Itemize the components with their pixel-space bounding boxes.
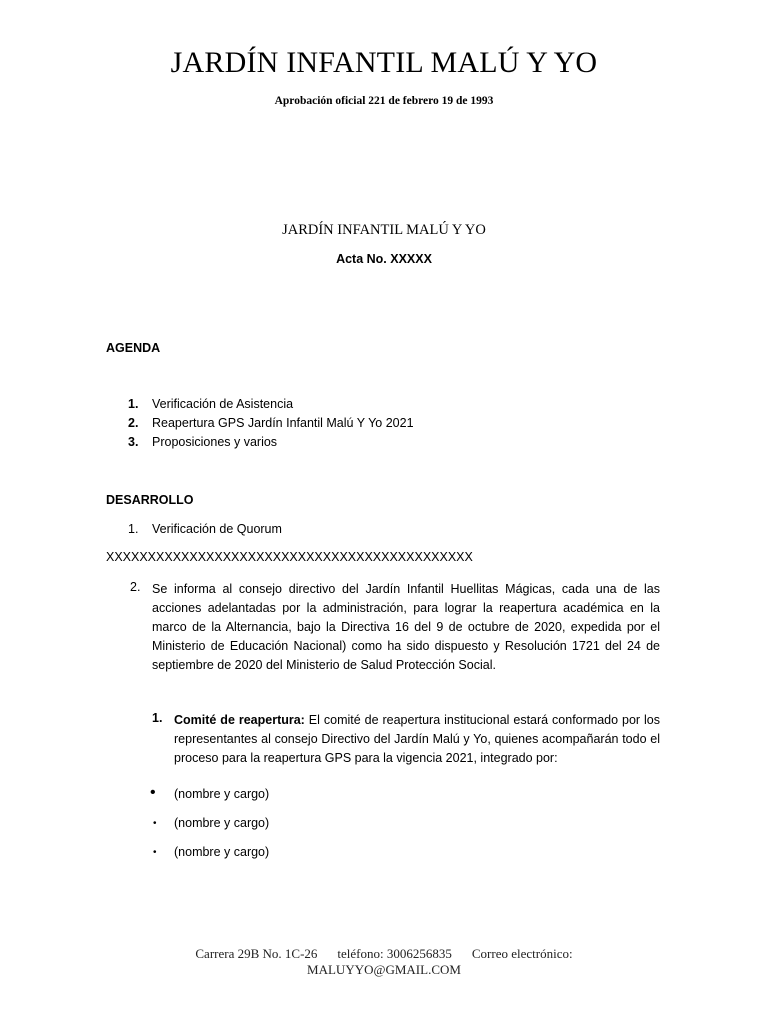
sub-item-number: 1.: [152, 711, 163, 725]
desarrollo-item-number: 2.: [130, 580, 141, 594]
sub-item-label: Comité de reapertura:: [174, 713, 305, 727]
footer-phone: teléfono: 3006256835: [337, 946, 452, 961]
sub-item-text: El comité de reapertura institucional estará conformado por los representantes al consejo Directivo del Jardín Malú y Yo, quienes acompañarán todo el proceso para la reapertura GPS para la vigencia 2021, integrado por:: [174, 713, 661, 765]
approval-text: Aprobación oficial 221 de febrero 19 de 1993: [274, 95, 494, 107]
bullet-item: [150, 784, 450, 805]
agenda-item: [106, 416, 666, 434]
bullet-text: (nombre y cargo): [174, 787, 270, 801]
footer-email-label: Correo electrónico:: [471, 946, 573, 961]
bullet-icon: •: [153, 818, 157, 829]
bullet-item: [150, 816, 450, 834]
agenda-item: [106, 435, 666, 453]
acta-number: Acta No. XXXXX: [336, 252, 432, 266]
footer-address: Carrera 29B No. 1C-26: [195, 946, 318, 961]
desarrollo-heading: DESARROLLO: [106, 493, 194, 507]
bullet-item: [150, 845, 450, 863]
bullet-text: (nombre y cargo): [174, 845, 270, 859]
desarrollo-item-text: Verificación de Quorum: [152, 522, 282, 536]
sub-item-paragraph: [174, 711, 660, 768]
footer-email: MALUYYO@GMAIL.COM: [307, 962, 461, 977]
agenda-item: [106, 397, 666, 415]
placeholder-line: XXXXXXXXXXXXXXXXXXXXXXXXXXXXXXXXXXXXXXXXXXXX: [106, 550, 473, 564]
desarrollo-paragraph: Se informa al consejo directivo del Jardín Infantil Huellitas Mágicas, cada una de las acciones adelantadas por la administración, para lograr la reapertura académica en la marco de la Alternancia, bajo la Directiva 16 del 9 de octubre de 2020, expedida por el Ministerio de Educación Nacional) como ha sido dispuesto y Resolución 1721 del 24 de septiembre de 2020 del Ministerio de Salud Protección Social.: [152, 582, 660, 672]
agenda-item-number: 1.: [128, 397, 139, 411]
agenda-item-text: Verificación de Asistencia: [152, 397, 294, 411]
bullet-text: (nombre y cargo): [174, 816, 270, 830]
desarrollo-item-number: 1.: [128, 522, 139, 536]
agenda-item-text: Proposiciones y varios: [152, 435, 278, 449]
agenda-item-number: 3.: [128, 435, 139, 449]
bullet-icon: •: [150, 784, 156, 801]
footer: [0, 946, 768, 978]
page-title: JARDÍN INFANTIL MALÚ Y YO: [170, 46, 598, 79]
bullet-icon: •: [153, 847, 157, 858]
agenda-item-number: 2.: [128, 416, 139, 430]
agenda-heading: AGENDA: [106, 341, 161, 355]
agenda-item-text: Reapertura GPS Jardín Infantil Malú Y Yo 2021: [152, 416, 414, 430]
document-subtitle: JARDÍN INFANTIL MALÚ Y YO: [282, 222, 486, 238]
desarrollo-item: [106, 522, 666, 540]
